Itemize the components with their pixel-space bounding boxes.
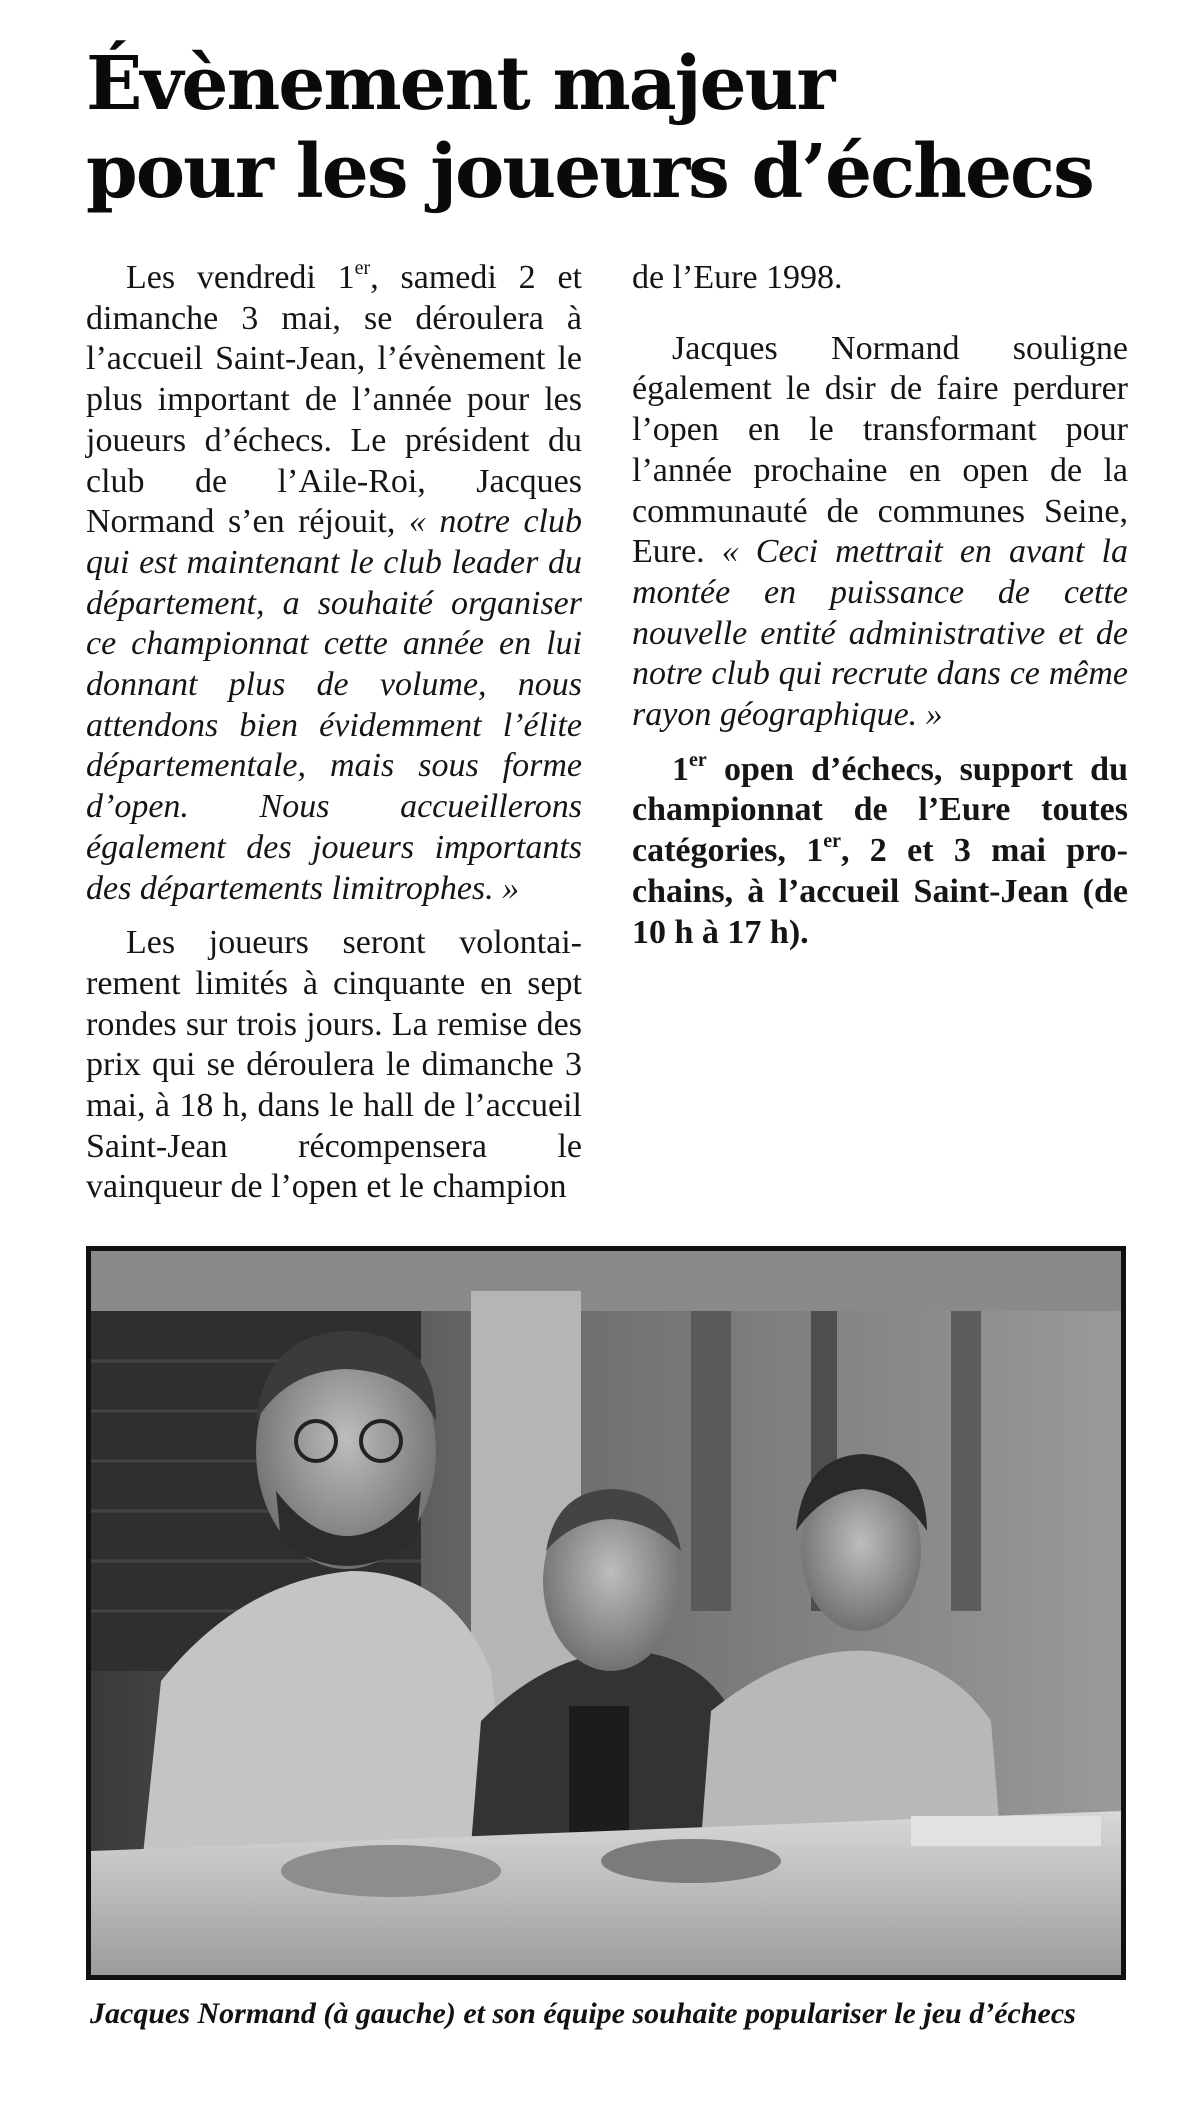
title-line-1: Évènement majeur: [86, 41, 834, 127]
ordinal-superscript: er: [354, 257, 371, 279]
article-column-left: [86, 258, 582, 1208]
info-superscript-1: er: [689, 748, 707, 771]
event-info: [632, 750, 1128, 954]
future-text: Jacques Normand souligne également le dsir de faire perdurer l’open en le transformant pour l’année prochaine en open de la communauté de communes Seine, Eure.: [632, 329, 1128, 571]
title-line-2: pour les joueurs d’échecs: [86, 129, 1093, 215]
info-superscript-2: er: [823, 830, 841, 853]
press-photo: [91, 1251, 1121, 1975]
photo-frame: [86, 1246, 1126, 1980]
info-text-1: 1: [672, 750, 689, 788]
intro-text: , samedi 2 et dimanche 3 mai, se déroulera à l’accueil Saint-Jean, l’évènement le plus important de l’année pour les joueurs d’échecs. Le président du club de l’Aile-Roi, Jacques Normand s’en réjouit,: [86, 259, 582, 541]
paragraph-players-continued: de l’Eure 1998.: [632, 259, 843, 296]
photo-caption: Jacques Normand (à gauche) et son équipe souhaite populariser le jeu d’échecs: [90, 1997, 1076, 2030]
info-text-3: , 2 et 3 mai prochains, à l’accueil Saint-Jean (de 10 h à 17 h).: [632, 832, 1128, 951]
intro-text-start: Les vendredi 1: [126, 259, 355, 296]
paragraph-players: Les joueurs seront volontairement limités à cinquante en sept rondes sur trois jours. La remise des prix qui se déroulera le dimanche 3 mai, à 18 h, dans le hall de l’accueil Saint-Jean récompensera le vainqueur de l’open et le champion: [86, 924, 582, 1206]
article-column-right: [632, 258, 1128, 953]
paragraph-intro: [86, 258, 582, 909]
info-text-2: open d’échecs, support du championnat de l’Eure toutes catégories, 1: [632, 750, 1128, 870]
article-title: [86, 40, 1126, 216]
future-quote: « Ceci mettrait en avant la montée en puissance de cette nouvelle entité administrative et de notre club qui recrute dans ce même rayon géographique. »: [632, 533, 1128, 734]
paragraph-future: [632, 329, 1128, 736]
president-quote: « notre club qui est maintenant le club leader du département, a souhaité organiser ce championnat cette année en lui donnant plus de volume, nous attendons bien évidemment l’élite départementale, mais sous forme d’open. Nous accueillerons également des joueurs importants des départements limitrophes. »: [86, 503, 583, 907]
